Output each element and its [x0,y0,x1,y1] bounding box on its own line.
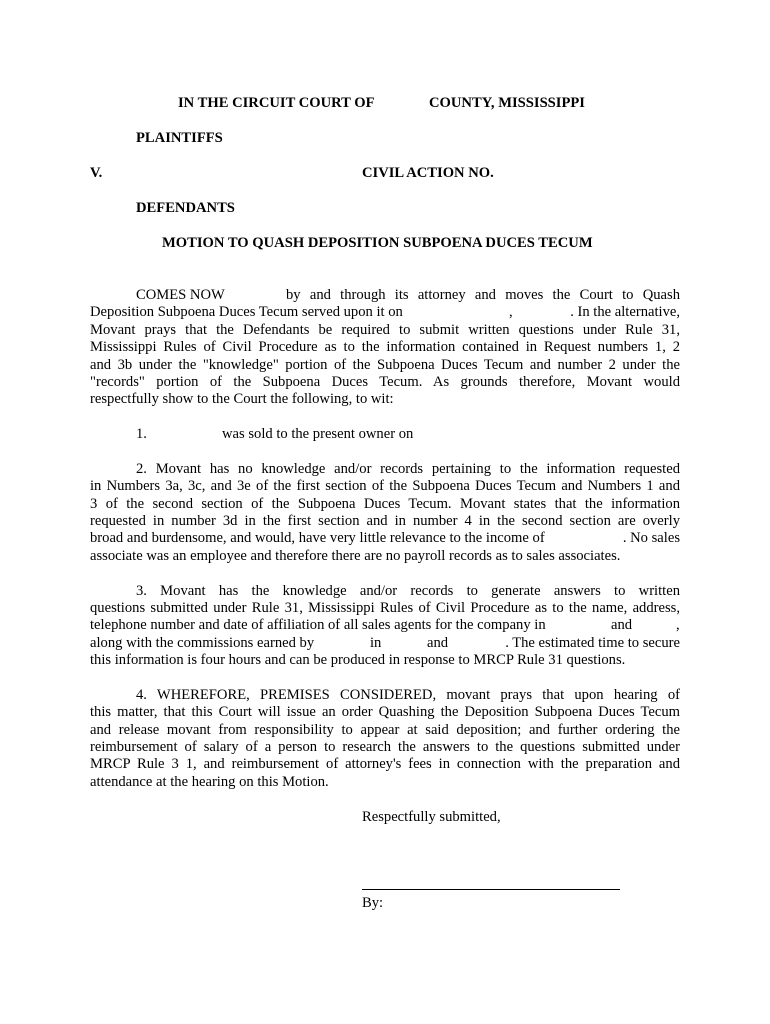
para1-number: 1. [136,426,147,442]
para4-line-4: reimbursement of salary of a person to research the answers to the questions submitted under [90,739,680,755]
para2-line-4: requested in number 3d in the first section and in number 4 in the second section are overly [90,513,680,529]
intro-line-4: Mississippi Rules of Civil Procedure as to the information contained in Request numbers 1, 2 [90,339,680,355]
court-line-left: IN THE CIRCUIT COURT OF [178,95,375,111]
intro-line-2-end: . In the alternative, [570,304,680,320]
civil-action-label: CIVIL ACTION NO. [362,165,494,181]
para3-line-3-comma: , [676,617,680,633]
para4-line-6: attendance at the hearing on this Motion. [90,774,329,790]
intro-line-5: and 3b under the "knowledge" portion of the Subpoena Duces Tecum and number 2 under the [90,357,680,373]
para3-line-4-in: in [370,635,382,651]
para3-line-3-and: and [611,617,633,633]
plaintiffs-label: PLAINTIFFS [136,130,223,146]
para2-line-1: 2. Movant has no knowledge and/or records pertaining to the information requested [136,461,680,477]
para3-line-3: telephone number and date of affiliation of all sales agents for the company in [90,617,546,633]
para4-line-3: and release movant from responsibility to appear at said deposition; and further ordering the [90,722,680,738]
intro-line-1: by and through its attorney and moves the Court to Quash [286,287,680,303]
signature-line [362,889,620,890]
para2-line-5: broad and burdensome, and would, have very little relevance to the income of [90,530,545,546]
para3-line-5: this information is four hours and can be produced in response to MRCP Rule 31 questions. [90,652,626,668]
court-line-right: COUNTY, MISSISSIPPI [429,95,585,111]
para3-line-4-end: . The estimated time to secure [505,635,680,651]
para2-line-5-end: . No sales [622,530,680,546]
intro-line-2: Deposition Subpoena Duces Tecum served upon it on [90,304,403,320]
para3-line-4-and: and [427,635,449,651]
para2-line-6: associate was an employee and therefore there are no payroll records as to sales associates. [90,548,621,564]
para4-line-5: MRCP Rule 3 1, and reimbursement of attorney's fees in connection with the preparation and [90,756,680,772]
para3-line-1: 3. Movant has the knowledge and/or records to generate answers to written [136,583,680,599]
para2-line-2: in Numbers 3a, 3c, and 3e of the first section of the Subpoena Duces Tecum and Numbers 1 and [90,478,680,494]
page-title: MOTION TO QUASH DEPOSITION SUBPOENA DUCES TECUM [162,235,593,251]
para4-line-1: 4. WHEREFORE, PREMISES CONSIDERED, movant prays that upon hearing of [136,687,680,703]
intro-line-2-comma: , [509,304,513,320]
para2-line-3: 3 of the second section of the Subpoena Duces Tecum. Movant states that the information [90,496,680,512]
para3-line-2: questions submitted under Rule 31, Mississippi Rules of Civil Procedure as to the name, address, [90,600,680,616]
defendants-label: DEFENDANTS [136,200,235,216]
by-label: By: [362,895,384,911]
versus-label: V. [90,165,103,181]
intro-comes-now: COMES NOW [136,287,225,303]
intro-line-7: respectfully show to the Court the following, to wit: [90,391,394,407]
intro-line-3: Movant prays that the Defendants be required to submit written questions under Rule 31, [90,322,680,338]
para4-line-2: this matter, that this Court will issue an order Quashing the Deposition Subpoena Duces Tecum [90,704,680,720]
respectfully-submitted: Respectfully submitted, [362,809,501,825]
para3-line-4: along with the commissions earned by [90,635,315,651]
para1-text: was sold to the present owner on [222,426,414,442]
intro-line-6: "records" portion of the Subpoena Duces Tecum. As grounds therefore, Movant would [90,374,680,390]
